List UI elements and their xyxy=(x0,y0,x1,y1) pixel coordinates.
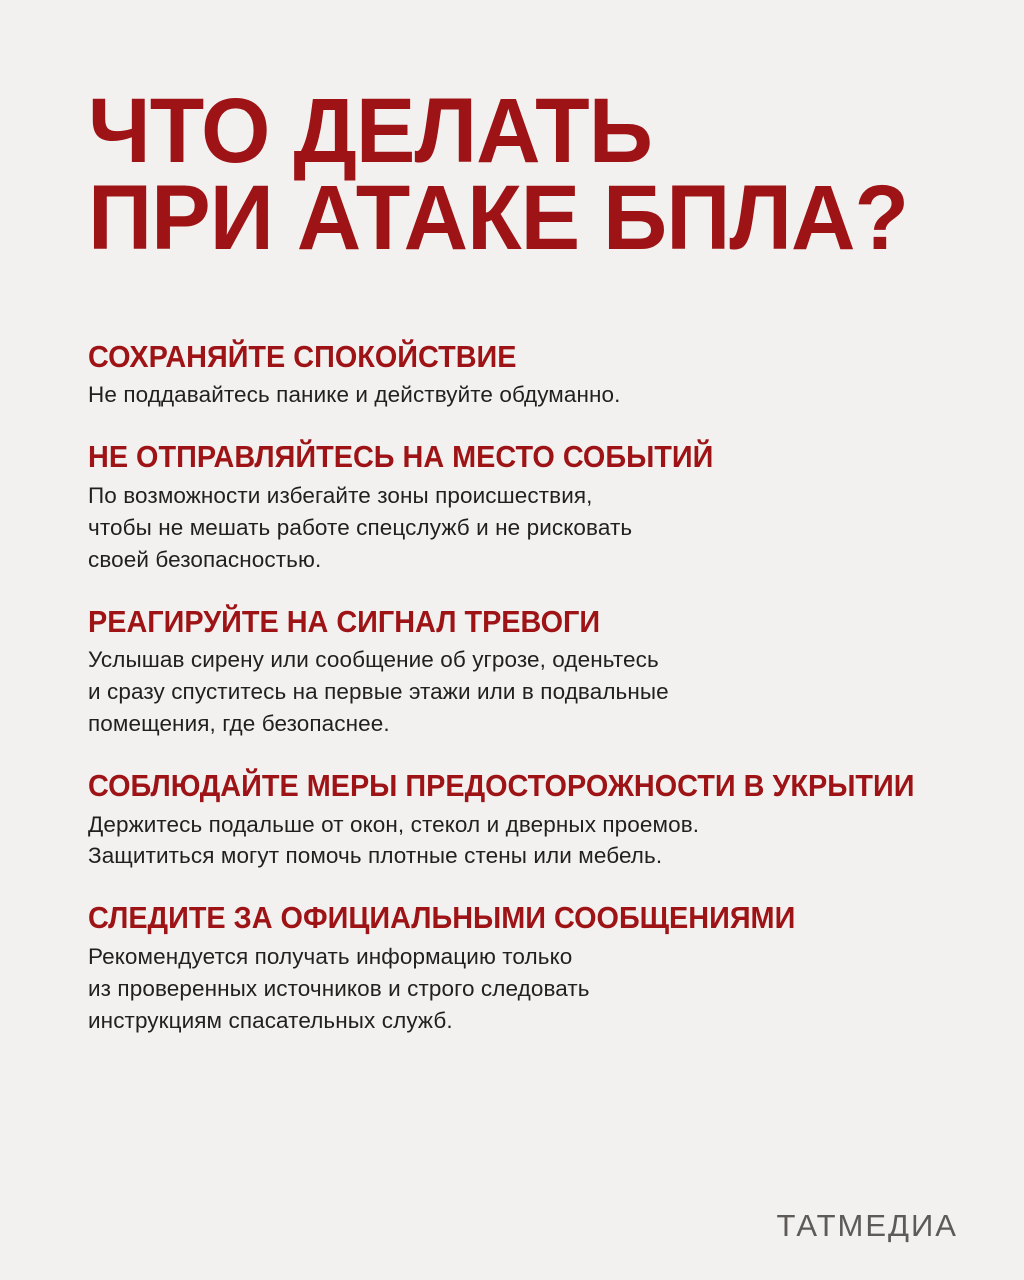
section-3-line-2: и сразу спуститесь на первые этажи или в подвальные xyxy=(88,679,669,705)
section-3-heading: РЕАГИРУЙТЕ НА СИГНАЛ ТРЕВОГИ xyxy=(88,603,601,639)
page-title-line-1: ЧТО ДЕЛАТЬ xyxy=(88,80,652,182)
section-5-line-1: Рекомендуется получать информацию только xyxy=(88,943,573,969)
section-1 xyxy=(88,338,940,411)
section-2-line-1: По возможности избегайте зоны происшествия, xyxy=(88,482,593,508)
section-3-line-3: помещения, где безопаснее. xyxy=(88,711,390,737)
section-5-line-3: инструкциям спасательных служб. xyxy=(88,1007,453,1033)
sections-list xyxy=(88,338,940,1037)
section-3-body xyxy=(88,644,940,740)
section-5 xyxy=(88,902,940,1036)
section-4-line-1: Держитесь подальше от окон, стекол и дверных проемов. xyxy=(88,811,700,837)
section-5-heading: СЛЕДИТЕ ЗА ОФИЦИАЛЬНЫМИ СООБЩЕНИЯМИ xyxy=(88,900,796,936)
page-title-line-2: ПРИ АТАКЕ БПЛА? xyxy=(88,167,909,270)
page-title xyxy=(88,80,914,270)
section-2-body xyxy=(88,480,940,576)
section-4-line-2: Защититься могут помочь плотные стены или мебель. xyxy=(88,843,663,869)
section-2-heading: НЕ ОТПРАВЛЯЙТЕСЬ НА МЕСТО СОБЫТИЙ xyxy=(88,439,714,475)
section-3-line-1: Услышав сирену или сообщение об угрозе, оденьтесь xyxy=(88,647,659,673)
brand-logo-text: ТАТМЕДИА xyxy=(776,1208,958,1243)
section-1-body xyxy=(88,379,940,411)
section-2-line-3: своей безопасностью. xyxy=(88,546,322,572)
section-4-body xyxy=(88,809,940,873)
section-5-body xyxy=(88,941,940,1037)
section-3 xyxy=(88,603,940,740)
section-1-heading: СОХРАНЯЙТЕ СПОКОЙСТВИЕ xyxy=(88,338,517,374)
section-2 xyxy=(88,441,940,575)
section-5-line-2: из проверенных источников и строго следовать xyxy=(88,975,590,1001)
section-4-heading: СОБЛЮДАЙТЕ МЕРЫ ПРЕДОСТОРОЖНОСТИ В УКРЫТИИ xyxy=(88,767,915,803)
section-1-line-1: Не поддавайтесь панике и действуйте обдуманно. xyxy=(88,382,621,408)
section-2-line-2: чтобы не мешать работе спецслужб и не рисковать xyxy=(88,514,633,540)
section-4 xyxy=(88,767,940,872)
